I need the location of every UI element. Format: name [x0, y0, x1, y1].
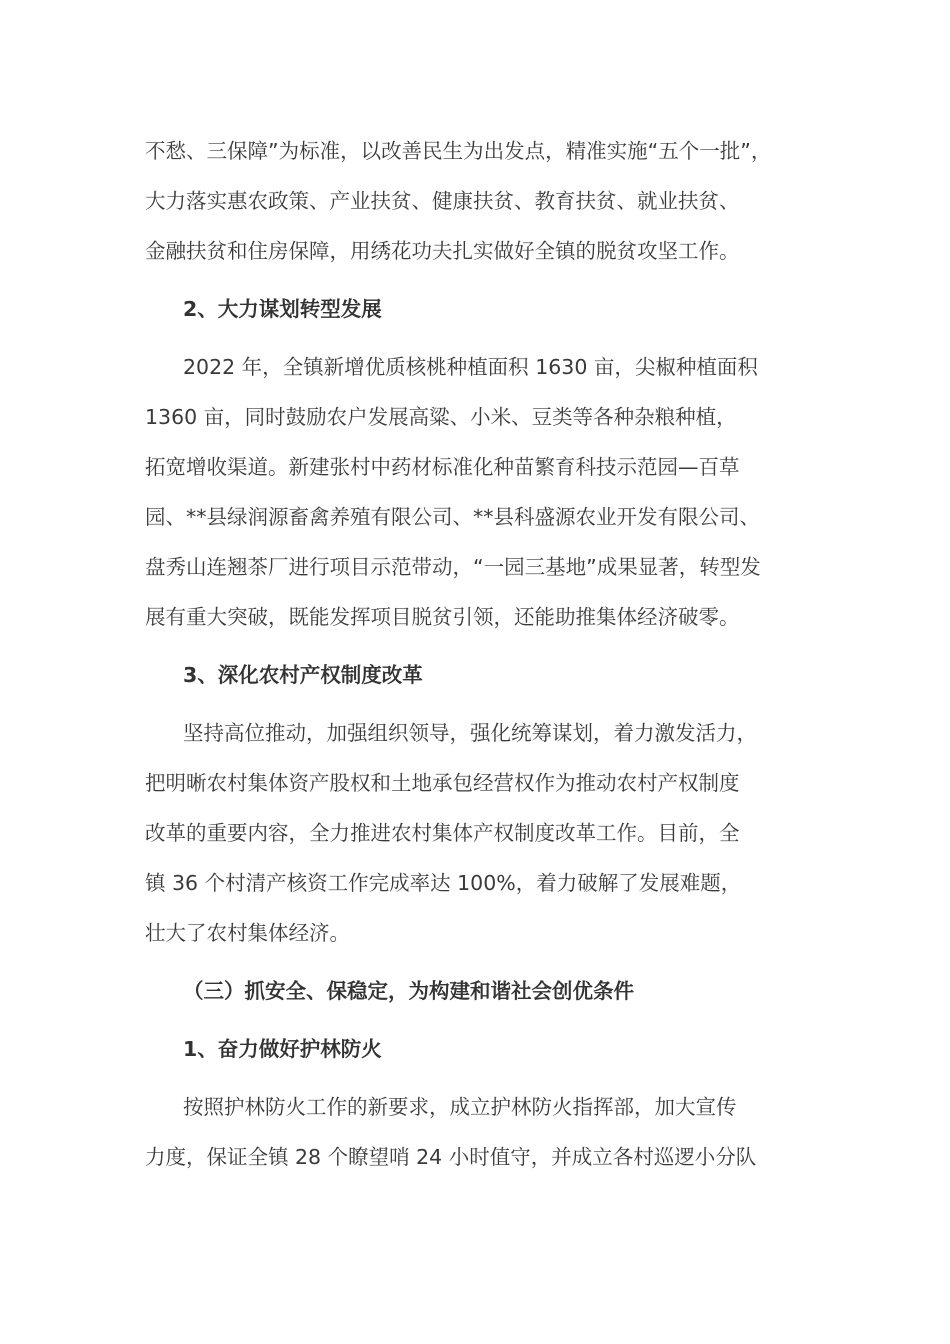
text-line: 改革的重要内容，全力推进农村集体产权制度改革工作。目前，全 — [145, 821, 740, 845]
text-line: 展有重大突破，既能发挥项目脱贫引领，还能助推集体经济破零。 — [145, 605, 740, 629]
text-line: 不愁、三保障”为标准，以改善民生为出发点，精准实施“五个一批”， — [145, 139, 772, 163]
text-line: 壮大了农村集体经济。 — [145, 921, 350, 945]
text-line: 拓宽增收渠道。新建张村中药材标准化种苗繁育科技示范园—百草 — [145, 455, 740, 479]
text-line: 金融扶贫和住房保障，用绣花功夫扎实做好全镇的脱贫攻坚工作。 — [145, 239, 740, 263]
heading-transformation-development: 2、大力谋划转型发展 — [183, 297, 382, 321]
text-line: 按照护林防火工作的新要求，成立护林防火指挥部，加大宣传 — [183, 1095, 737, 1119]
document-body — [145, 126, 813, 1182]
text-line: 坚持高位推动，加强组织领导，强化统筹谋划，着力激发活力， — [183, 721, 757, 745]
text-line: 1360 亩，同时鼓励农户发展高粱、小米、豆类等各种杂粮种植， — [145, 405, 737, 429]
paragraph-forest-fire-prevention — [145, 1082, 813, 1182]
heading-safety-stability: （三）抓安全、保稳定，为构建和谐社会创优条件 — [183, 979, 634, 1003]
text-line: 园、**县绿润源畜禽养殖有限公司、**县科盛源农业开发有限公司、 — [145, 505, 760, 529]
paragraph-poverty-alleviation — [145, 126, 813, 276]
heading-forest-fire-prevention: 1、奋力做好护林防火 — [183, 1037, 382, 1061]
heading-property-rights-reform: 3、深化农村产权制度改革 — [183, 663, 423, 687]
text-line: 力度，保证全镇 28 个瞭望哨 24 小时值守，并成立各村巡逻小分队 — [145, 1145, 757, 1169]
text-line: 大力落实惠农政策、产业扶贫、健康扶贫、教育扶贫、就业扶贫、 — [145, 189, 740, 213]
paragraph-property-rights-reform — [145, 708, 813, 958]
text-line: 镇 36 个村清产核资工作完成率达 100%，着力破解了发展难题， — [145, 871, 742, 895]
text-line: 2022 年，全镇新增优质核桃种植面积 1630 亩，尖椒种植面积 — [183, 355, 758, 379]
text-line: 把明晰农村集体资产股权和土地承包经营权作为推动农村产权制度 — [145, 771, 740, 795]
paragraph-transformation-development — [145, 342, 813, 642]
text-line: 盘秀山连翘茶厂进行项目示范带动，“一园三基地”成果显著，转型发 — [145, 555, 761, 579]
